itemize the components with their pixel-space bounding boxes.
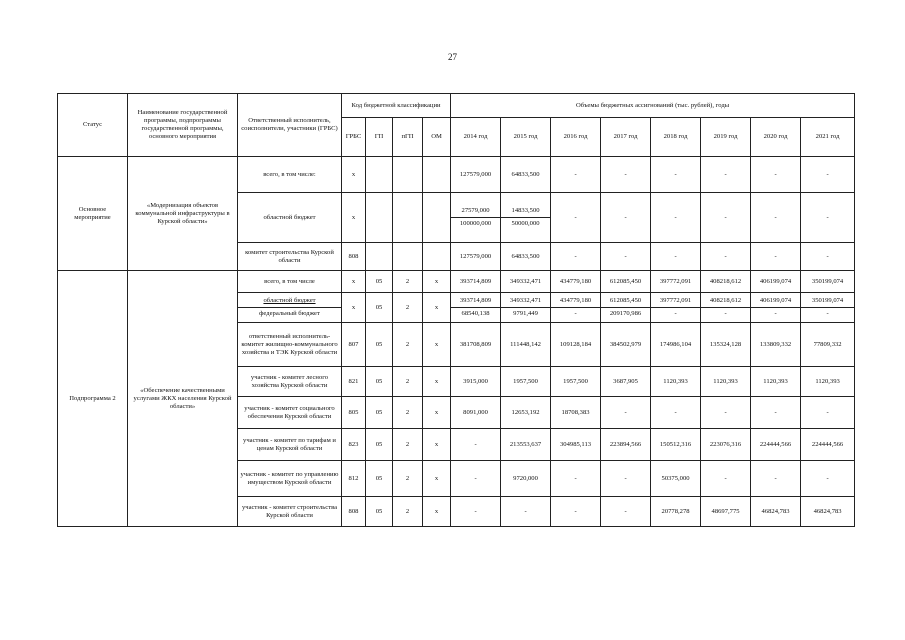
value-regional: 397772,091 [651, 297, 700, 308]
value-cell: - [801, 243, 855, 271]
value-federal: 9791,449 [513, 310, 538, 317]
value-cell: 8091,000 [451, 397, 501, 429]
value-cell: 223076,316 [701, 429, 751, 461]
executor-split-cell [238, 293, 342, 323]
grbs-cell: х [342, 271, 366, 293]
status-cell: Подпрограмма 2 [58, 271, 128, 527]
value-regional: 27579,000 [451, 207, 500, 218]
om-cell: х [423, 397, 451, 429]
value-cell: - [551, 461, 601, 497]
grbs-cell: 807 [342, 323, 366, 367]
value-cell: 64833,500 [501, 243, 551, 271]
pgp-cell: 2 [393, 367, 423, 397]
pgp-cell: 2 [393, 461, 423, 497]
om-cell: х [423, 293, 451, 323]
om-cell: х [423, 429, 451, 461]
pgp-cell: 2 [393, 323, 423, 367]
value-cell: - [651, 243, 701, 271]
value-cell: 150512,316 [651, 429, 701, 461]
value-cell: 304985,113 [551, 429, 601, 461]
table-row [58, 157, 855, 193]
header-year: 2018 год [651, 118, 701, 157]
value-cell: 111448,142 [501, 323, 551, 367]
value-cell: - [701, 397, 751, 429]
header-name: Наименование государственной программы, подпрограммы государственной программы, основного мероприятия [128, 94, 238, 157]
pgp-cell: 2 [393, 497, 423, 527]
value-regional: 50000,000 [511, 220, 540, 227]
value-cell: - [501, 497, 551, 527]
pgp-cell: 2 [393, 429, 423, 461]
value-cell: 12653,192 [501, 397, 551, 429]
pgp-cell: 2 [393, 271, 423, 293]
grbs-cell: 805 [342, 397, 366, 429]
grbs-cell: 812 [342, 461, 366, 497]
pgp-cell: 2 [393, 293, 423, 323]
value-cell: - [751, 243, 801, 271]
header-year: 2020 год [751, 118, 801, 157]
program-name-cell: «Модернизация объектов коммунальной инфраструктуры в Курской области» [128, 157, 238, 271]
gp-cell: 05 [366, 323, 393, 367]
value-regional: 434779,180 [551, 297, 600, 308]
value-split-cell [651, 293, 701, 323]
om-cell: х [423, 497, 451, 527]
value-cell: 46824,783 [801, 497, 855, 527]
value-regional: 408218,612 [701, 297, 750, 308]
value-cell: - [751, 397, 801, 429]
value-federal: - [674, 310, 677, 317]
value-federal: - [724, 310, 727, 317]
executor-federal: федеральный бюджет [259, 310, 320, 317]
value-cell: 1957,500 [551, 367, 601, 397]
executor-cell: всего, в том числе: [238, 157, 342, 193]
value-cell: - [701, 461, 751, 497]
value-cell: 127579,000 [451, 243, 501, 271]
header-year: 2019 год [701, 118, 751, 157]
om-cell: х [423, 323, 451, 367]
gp-cell: 05 [366, 293, 393, 323]
header-budget-code: Код бюджетной классификации [342, 94, 451, 118]
grbs-cell: 808 [342, 497, 366, 527]
value-cell: - [751, 193, 801, 243]
value-cell: 381708,809 [451, 323, 501, 367]
value-cell: 48697,775 [701, 497, 751, 527]
value-cell: - [751, 157, 801, 193]
header-year: 2021 год [801, 118, 855, 157]
value-cell: 349332,471 [501, 271, 551, 293]
value-cell: 408218,612 [701, 271, 751, 293]
value-cell: - [551, 157, 601, 193]
value-cell: - [701, 157, 751, 193]
value-federal: - [574, 310, 577, 317]
status-cell: Основное мероприятие [58, 157, 128, 271]
value-cell: 20778,278 [651, 497, 701, 527]
om-cell [423, 157, 451, 193]
executor-cell: комитет строительства Курской области [238, 243, 342, 271]
value-regional: 393714,809 [451, 297, 500, 308]
value-cell: 213553,637 [501, 429, 551, 461]
value-cell: - [601, 243, 651, 271]
executor-cell: областной бюджет [238, 193, 342, 243]
grbs-cell: х [342, 193, 366, 243]
value-regional: 406199,074 [751, 297, 800, 308]
header-gp: ГП [366, 118, 393, 157]
pgp-cell [393, 193, 423, 243]
value-regional: 350199,074 [801, 297, 854, 308]
value-federal: 209170,986 [609, 310, 642, 317]
header-year: 2015 год [501, 118, 551, 157]
om-cell [423, 243, 451, 271]
value-cell: 393714,809 [451, 271, 501, 293]
value-cell: 384502,979 [601, 323, 651, 367]
value-cell: 50375,000 [651, 461, 701, 497]
value-cell: 3687,905 [601, 367, 651, 397]
value-cell: 397772,091 [651, 271, 701, 293]
value-cell: 1120,393 [701, 367, 751, 397]
value-cell: 1957,500 [501, 367, 551, 397]
gp-cell [366, 243, 393, 271]
gp-cell: 05 [366, 497, 393, 527]
grbs-cell: х [342, 293, 366, 323]
executor-cell: всего, в том числе [238, 271, 342, 293]
executor-cell: участник - комитет по управлению имуществом Курской области [238, 461, 342, 497]
value-split-cell [751, 293, 801, 323]
header-volumes: Объемы бюджетных ассигнований (тыс. рублей), годы [451, 94, 855, 118]
value-cell: 224444,566 [751, 429, 801, 461]
om-cell: х [423, 271, 451, 293]
value-cell: 224444,566 [801, 429, 855, 461]
executor-cell: участник - комитет строительства Курской области [238, 497, 342, 527]
page-number: 27 [448, 52, 457, 62]
value-cell: 133809,332 [751, 323, 801, 367]
value-cell: 77809,332 [801, 323, 855, 367]
value-cell: - [751, 461, 801, 497]
value-split-cell [451, 293, 501, 323]
value-cell: - [451, 461, 501, 497]
value-split-cell [701, 293, 751, 323]
value-cell: - [601, 461, 651, 497]
value-cell: - [551, 497, 601, 527]
value-cell: 64833,500 [501, 157, 551, 193]
value-cell: 174986,104 [651, 323, 701, 367]
gp-cell: 05 [366, 429, 393, 461]
pgp-cell: 2 [393, 397, 423, 429]
header-status: Статус [58, 94, 128, 157]
value-cell: 127579,000 [451, 157, 501, 193]
budget-allocation-table [57, 93, 855, 527]
value-cell: - [651, 193, 701, 243]
value-cell: - [601, 497, 651, 527]
pgp-cell [393, 243, 423, 271]
value-cell: - [801, 397, 855, 429]
gp-cell: 05 [366, 461, 393, 497]
gp-cell [366, 157, 393, 193]
value-cell: - [601, 193, 651, 243]
value-cell: - [801, 157, 855, 193]
value-cell: 223894,566 [601, 429, 651, 461]
value-cell: 18708,383 [551, 397, 601, 429]
grbs-cell: 823 [342, 429, 366, 461]
value-cell: - [451, 497, 501, 527]
value-cell: - [801, 193, 855, 243]
value-split-cell [601, 293, 651, 323]
gp-cell: 05 [366, 271, 393, 293]
value-cell: - [551, 243, 601, 271]
value-cell: 9720,000 [501, 461, 551, 497]
value-regional: 612085,450 [601, 297, 650, 308]
value-split-cell [501, 193, 551, 243]
header-grbs: ГРБС [342, 118, 366, 157]
value-cell: 135324,128 [701, 323, 751, 367]
value-federal: - [826, 310, 829, 317]
executor-cell: участник - комитет лесного хозяйства Курской области [238, 367, 342, 397]
value-cell: - [651, 397, 701, 429]
value-cell: - [701, 243, 751, 271]
table-row [58, 271, 855, 293]
gp-cell: 05 [366, 397, 393, 429]
value-split-cell [501, 293, 551, 323]
value-cell: 612085,450 [601, 271, 651, 293]
value-cell: - [651, 157, 701, 193]
value-cell: - [451, 429, 501, 461]
grbs-cell: 808 [342, 243, 366, 271]
gp-cell: 05 [366, 367, 393, 397]
value-cell: 1120,393 [651, 367, 701, 397]
header-om: ОМ [423, 118, 451, 157]
value-cell: 1120,393 [751, 367, 801, 397]
value-regional: 14833,500 [501, 207, 550, 218]
executor-cell: участник - комитет по тарифам и ценам Курской области [238, 429, 342, 461]
value-federal: - [774, 310, 777, 317]
value-federal: 68540,138 [461, 310, 490, 317]
value-cell: - [601, 397, 651, 429]
value-cell: 434779,180 [551, 271, 601, 293]
value-cell: 46824,783 [751, 497, 801, 527]
value-cell: - [701, 193, 751, 243]
value-cell: - [601, 157, 651, 193]
om-cell: х [423, 461, 451, 497]
header-executor: Ответственный исполнитель, соисполнители, участники (ГРБС) [238, 94, 342, 157]
header-year: 2017 год [601, 118, 651, 157]
header-year: 2014 год [451, 118, 501, 157]
grbs-cell: х [342, 157, 366, 193]
value-regional: 349332,471 [501, 297, 550, 308]
header-pgp: пГП [393, 118, 423, 157]
value-cell: 1120,393 [801, 367, 855, 397]
value-cell: 109128,184 [551, 323, 601, 367]
om-cell [423, 193, 451, 243]
program-name-cell: «Обеспечение качественными услугами ЖКХ населения Курской области» [128, 271, 238, 527]
value-split-cell [551, 293, 601, 323]
executor-regional: областной бюджет [238, 297, 341, 308]
om-cell: х [423, 367, 451, 397]
header-year: 2016 год [551, 118, 601, 157]
pgp-cell [393, 157, 423, 193]
value-cell: 3915,000 [451, 367, 501, 397]
value-cell: 350199,074 [801, 271, 855, 293]
executor-cell: участник - комитет социального обеспечения Курской области [238, 397, 342, 429]
value-split-cell [451, 193, 501, 243]
value-split-cell [801, 293, 855, 323]
grbs-cell: 821 [342, 367, 366, 397]
executor-cell: ответственный исполнитель-комитет жилищно-коммунального хозяйства и ТЭК Курской области [238, 323, 342, 367]
value-cell: - [801, 461, 855, 497]
value-regional: 100000,000 [459, 220, 492, 227]
gp-cell [366, 193, 393, 243]
value-cell: - [551, 193, 601, 243]
value-cell: 406199,074 [751, 271, 801, 293]
